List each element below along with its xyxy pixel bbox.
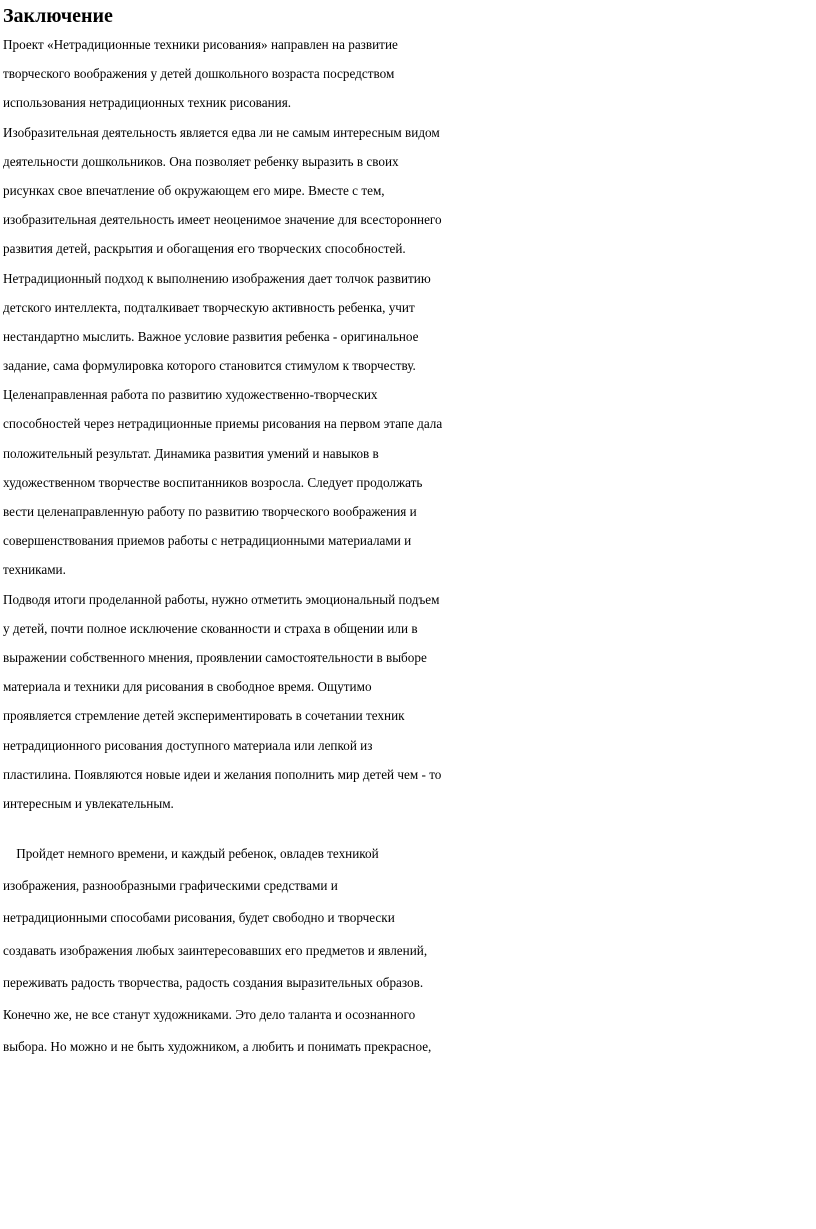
text-line: Изобразительная деятельность является едва ли не самым интересным видом	[3, 124, 440, 140]
text-line: рисунках свое впечатление об окружающем его мире. Вместе с тем,	[3, 182, 385, 198]
text-line: нетрадиционными способами рисования, будет свободно и творчески	[3, 910, 395, 926]
text-line: проявляется стремление детей экспериментировать в сочетании техник	[3, 708, 405, 724]
text-line: Проект «Нетрадиционные техники рисования» направлен на развитие	[3, 37, 398, 52]
text-line: использования нетрадиционных техник рисования.	[3, 95, 292, 111]
text-line: переживать радость творчества, радость создания выразительных образов.	[3, 974, 424, 990]
text-line: техниками.	[3, 562, 66, 578]
text-line: изобразительная деятельность имеет неоценимое значение для всестороннего	[3, 212, 442, 228]
text-line: создавать изображения любых заинтересовавших его предметов и явлений,	[3, 942, 428, 958]
text-line: Целенаправленная работа по развитию художественно-творческих	[3, 387, 378, 403]
text-line: нестандартно мыслить. Важное условие развития ребенка - оригинальное	[3, 328, 419, 344]
closing-paragraph	[3, 838, 815, 1063]
text-line: вести целенаправленную работу по развитию творческого воображения и	[3, 504, 417, 519]
text-line: творческого воображения у детей дошкольного возраста посредством	[3, 66, 395, 82]
text-line: у детей, почти полное исключение скованности и страха в общении или в	[3, 620, 418, 636]
text-line: способностей через нетрадиционные приемы рисования на первом этапе дала	[3, 416, 443, 432]
text-line: детского интеллекта, подталкивает творческую активность ребенка, учит	[3, 299, 415, 315]
text-line: Подводя итоги проделанной работы, нужно отметить эмоциональный подъем	[3, 591, 440, 607]
page-title: Заключение	[3, 5, 113, 27]
text-line: изображения, разнообразными графическими средствами и	[3, 878, 338, 894]
text-line: развития детей, раскрытия и обогащения его творческих способностей.	[3, 241, 406, 257]
text-line: материала и техники для рисования в свободное время. Ощутимо	[3, 679, 372, 695]
text-line: пластилина. Появляются новые идеи и желания пополнить мир детей чем - то	[3, 766, 442, 782]
text-line: нетрадиционного рисования доступного материала или лепкой из	[3, 737, 373, 753]
text-line: Конечно же, не все станут художниками. Это дело таланта и осознанного	[3, 1006, 416, 1022]
text-line: Пройдет немного времени, и каждый ребенок, овладев техникой	[3, 846, 379, 861]
text-line: Нетрадиционный подход к выполнению изображения дает толчок развитию	[3, 270, 431, 286]
conclusion-text-block	[3, 30, 815, 818]
text-line: выражении собственного мнения, проявлении самостоятельности в выборе	[3, 649, 427, 665]
text-line: выбора. Но можно и не быть художником, а любить и понимать прекрасное,	[3, 1039, 432, 1055]
text-line: совершенствования приемов работы с нетрадиционными материалами и	[3, 533, 412, 549]
text-line: задание, сама формулировка которого становится стимулом к творчеству.	[3, 358, 416, 374]
text-line: художественном творчестве воспитанников возросла. Следует продолжать	[3, 474, 423, 490]
text-line: интересным и увлекательным.	[3, 795, 174, 811]
text-line: положительный результат. Динамика развития умений и навыков в	[3, 445, 379, 461]
text-line: деятельности дошкольников. Она позволяет ребенку выразить в своих	[3, 153, 399, 169]
